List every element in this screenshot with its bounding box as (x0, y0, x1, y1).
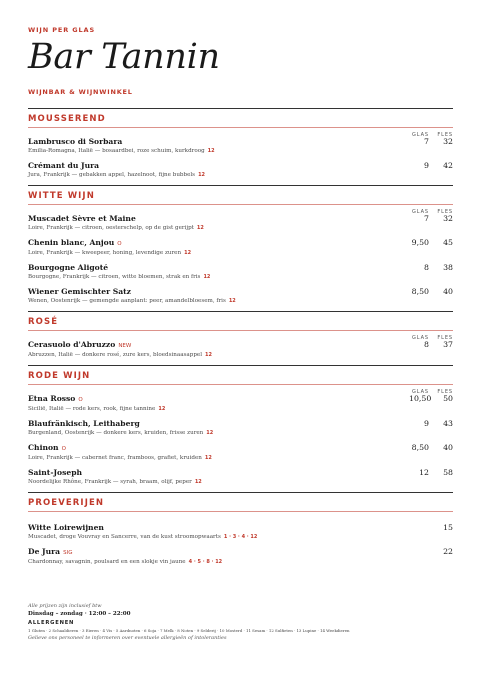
wine-name: Chenin blanc, Anjou (28, 238, 115, 247)
menu-sections (28, 109, 453, 566)
wine-description: Loire, Frankrijk — kweepeer, honing, levendige zuren (28, 250, 182, 256)
wine-description-line (28, 405, 409, 413)
wine-name: Saint-Joseph (28, 468, 83, 477)
price-column-headers (28, 385, 453, 394)
wine-name: Blaufränkisch, Leithaberg (28, 419, 140, 428)
wine-item (28, 287, 453, 305)
wine-description: Chardonnay, savagnin, poulsard en een slokje vin jaune (28, 559, 186, 565)
wine-item (28, 161, 453, 179)
wine-description-line (28, 147, 409, 155)
price-column-headers (28, 331, 453, 340)
allergen-codes: 4 · 5 · 8 · 12 (188, 559, 223, 565)
wine-description-line (28, 558, 429, 566)
allergen-codes: 12 (228, 298, 236, 304)
menu-page (28, 26, 453, 566)
wine-name: Chinon (28, 443, 59, 452)
glass-price: 9 (424, 419, 429, 428)
allergen-codes: 12 (205, 352, 212, 358)
allergen-codes: 12 (203, 274, 211, 280)
menu-section (28, 109, 453, 179)
menu-section (28, 365, 453, 486)
wine-name-line (28, 340, 409, 351)
allergens-list: 1 Gluten · 2 Schaaldieren · 3 Eieren · 4 Vis · 5 Aardnoten · 6 Soja · 7 Melk · 8 Noten · 9 Selderij · 10 Mosterd · 11 Sesam · 12 Sulfieten · 13 Lupine · 14 Weekdieren (28, 628, 350, 633)
wine-name: Muscadet Sèvre et Maine (28, 214, 136, 223)
wine-item (28, 394, 453, 413)
glass-price: 10,50 (409, 394, 432, 403)
glass-price: 9,50 (411, 238, 429, 247)
wine-item (28, 547, 453, 566)
opening-hours: Dinsdag – zondag · 12:00 – 22:00 (28, 611, 131, 617)
wine-description-line (28, 297, 409, 305)
menu-section (28, 311, 453, 359)
wine-item (28, 340, 453, 359)
wine-name-line (28, 443, 409, 454)
wine-tag: NEW (118, 343, 132, 349)
glass-price: 12 (419, 468, 429, 477)
wine-name-line (28, 161, 409, 171)
wine-name: Witte Loirewijnen (28, 523, 104, 532)
wine-description: Burgenland, Oostenrijk — donkere kers, kruiden, frisse zuren (28, 430, 204, 436)
wine-prices (409, 340, 453, 350)
tasting-price: 22 (443, 547, 453, 556)
wine-name-line (28, 137, 409, 147)
wine-item (28, 137, 453, 155)
allergen-codes: 12 (158, 406, 166, 412)
wine-name: Crémant du Jura (28, 161, 100, 170)
wine-description: Bourgogne, Frankrijk — citroen, witte bloemen, strak en fris (28, 274, 201, 280)
wine-item (28, 468, 453, 486)
glass-price: 8 (424, 340, 429, 349)
wine-item (28, 419, 453, 437)
allergen-codes: 12 (204, 455, 212, 461)
wine-description: Loire, Frankrijk — citroen, oesterschelp, op de gist gerijpt (28, 225, 194, 231)
wine-name-line (28, 263, 409, 273)
wine-prices (409, 419, 453, 429)
wine-tag: O (78, 397, 83, 403)
wine-prices (409, 214, 453, 224)
glass-price: 7 (424, 137, 429, 146)
wine-item (28, 523, 453, 541)
bar-subtitle: WIJNBAR & WIJNWINKEL (28, 88, 133, 96)
bottle-price: 40 (443, 287, 453, 296)
allergen-codes: 1 · 3 · 4 · 12 (223, 534, 258, 540)
bottle-price: 45 (443, 238, 453, 247)
section-title: ROSÉ (28, 317, 59, 327)
wine-item (28, 214, 453, 232)
glass-column-header: GLAS (412, 132, 429, 138)
price-column-headers (28, 205, 453, 214)
wine-prices (409, 137, 453, 147)
wine-prices (429, 523, 453, 533)
wine-prices (409, 238, 453, 248)
wine-description-line (28, 171, 409, 179)
bottle-column-header: FLES (437, 389, 453, 395)
bottle-price: 40 (443, 443, 453, 452)
wine-name: De Jura (28, 547, 61, 556)
wine-name: Wiener Gemischter Satz (28, 287, 131, 296)
section-title: PROEVERIJEN (28, 498, 105, 508)
wine-name-line (28, 419, 409, 429)
glass-column-header: GLAS (412, 209, 429, 215)
wine-name: Cerasuolo d'Abruzzo (28, 340, 116, 349)
bar-title: Bar Tannin (28, 37, 220, 77)
wine-tag: O (61, 446, 66, 452)
glass-price: 8,50 (411, 443, 429, 452)
wine-name-line (28, 468, 409, 478)
allergen-codes: 12 (196, 225, 204, 231)
wine-prices (409, 443, 453, 453)
bottle-price: 43 (443, 419, 453, 428)
bottle-column-header: FLES (437, 335, 453, 341)
wine-prices (409, 263, 453, 273)
eyebrow-label: WIJN PER GLAS (28, 26, 96, 34)
glass-price: 9 (424, 161, 429, 170)
section-title-underline (28, 127, 453, 128)
allergy-disclaimer: Gelieve ons personeel te informeren over eventuele allergieën of intoleranties (28, 635, 227, 641)
bottle-price: 32 (443, 214, 453, 223)
glass-price: 8 (424, 263, 429, 272)
section-title: RODE WIJN (28, 371, 91, 381)
glass-price: 7 (424, 214, 429, 223)
wine-name: Lambrusco di Sorbara (28, 137, 123, 146)
wine-description-line (28, 533, 429, 541)
wine-description-line (28, 429, 409, 437)
wine-description: Sicilië, Italië — rode kers, rook, fijne tannine (28, 406, 156, 412)
allergen-codes: 12 (194, 479, 202, 485)
glass-price: 8,50 (411, 287, 429, 296)
wine-name-line (28, 547, 429, 558)
allergen-codes: 12 (184, 250, 192, 256)
wine-description: Wenen, Oostenrijk — gemengde aanplant: peer, amandelbloesem, fris (28, 298, 226, 304)
wine-prices (409, 161, 453, 171)
tasting-price: 15 (443, 523, 453, 532)
wine-item (28, 238, 453, 257)
glass-column-header: GLAS (412, 389, 429, 395)
vat-note: Alle prijzen zijn inclusief btw (28, 603, 102, 609)
wine-description-line (28, 249, 409, 257)
bottle-price: 37 (443, 340, 453, 349)
wine-prices (429, 547, 453, 557)
wine-description: Loire, Frankrijk — cabernet franc, framboos, grafiet, kruiden (28, 455, 202, 461)
section-title-underline (28, 384, 453, 385)
section-title: MOUSSEREND (28, 114, 106, 124)
wine-prices (409, 468, 453, 478)
price-column-headers (28, 128, 453, 137)
price-column-headers (28, 512, 453, 521)
section-title-underline (28, 330, 453, 331)
wine-prices (409, 394, 453, 404)
allergen-codes: 12 (206, 430, 214, 436)
wine-tag: SIG (63, 550, 73, 556)
allergens-label: ALLERGENEN (28, 620, 75, 626)
wine-name: Bourgogne Aligoté (28, 263, 109, 272)
bottle-price: 50 (443, 394, 453, 403)
wine-description-line (28, 224, 409, 232)
glass-column-header: GLAS (412, 335, 429, 341)
wine-description: Abruzzen, Italië — donkere rosé, zure kers, bloedsinaasappel (28, 352, 203, 358)
wine-description-line (28, 454, 409, 462)
wine-name-line (28, 287, 409, 297)
allergen-codes: 12 (207, 148, 215, 154)
wine-description-line (28, 478, 409, 486)
bottle-price: 32 (443, 137, 453, 146)
wine-prices (409, 287, 453, 297)
wine-description: Muscadet, droge Vouvray en Sancerre, van de kust stroomopwaarts (28, 534, 221, 540)
section-title-underline (28, 511, 453, 512)
section-title: WITTE WIJN (28, 191, 95, 201)
menu-section (28, 185, 453, 305)
wine-item (28, 443, 453, 462)
wine-description: Emilia-Romagna, Italië — bosaardbei, roze schuim, kurkdroog (28, 148, 205, 154)
menu-section (28, 492, 453, 566)
bottle-column-header: FLES (437, 132, 453, 138)
wine-name-line (28, 394, 409, 405)
wine-description: Noordelijke Rhône, Frankrijk — syrah, braam, olijf, peper (28, 479, 192, 485)
menu-footer (28, 602, 453, 642)
bottle-price: 38 (443, 263, 453, 272)
wine-name-line (28, 214, 409, 224)
wine-name-line (28, 238, 409, 249)
wine-description: Jura, Frankrijk — gebakken appel, hazelnoot, fijne bubbels (28, 172, 196, 178)
bottle-price: 42 (443, 161, 453, 170)
wine-name-line (28, 523, 429, 533)
bottle-column-header: FLES (437, 209, 453, 215)
bottle-price: 58 (443, 468, 453, 477)
wine-item (28, 263, 453, 281)
section-title-underline (28, 204, 453, 205)
wine-tag: O (117, 241, 122, 247)
wine-description-line (28, 273, 409, 281)
wine-name: Etna Rosso (28, 394, 76, 403)
wine-description-line (28, 351, 409, 359)
allergen-codes: 12 (198, 172, 206, 178)
